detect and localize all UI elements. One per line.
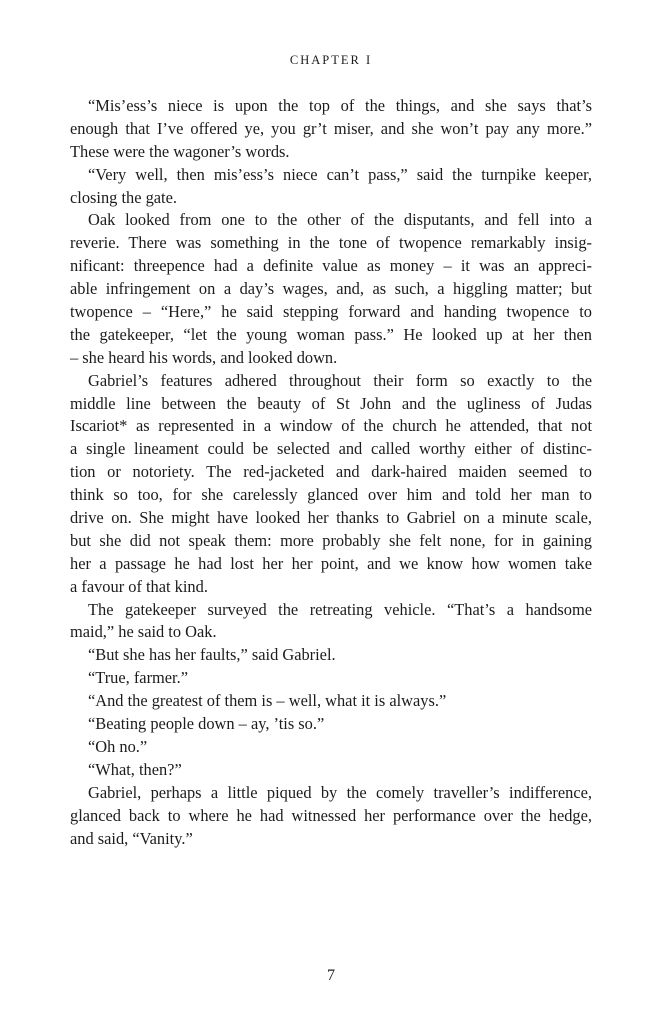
text-line: nificant: threepence had a definite value as money – it was an appreci- (70, 256, 592, 276)
text-line: think so too, for she carelessly glanced over him and told her man to (70, 485, 592, 505)
text-line: middle line between the beauty of St John and the ugliness of Judas (70, 393, 592, 413)
text-line: Oak looked from one to the other of the disputants, and fell into a (88, 210, 592, 230)
text-line: glanced back to where he had witnessed her performance over the hedge, (70, 805, 592, 825)
text-line: – she heard his words, and looked down. (70, 347, 338, 367)
text-line: “But she has her faults,” said Gabriel. (88, 645, 336, 665)
text-line: but she did not speak them: more probably she felt none, for in gaining (70, 530, 592, 550)
text-line: reverie. There was something in the tone of twopence remarkably insig- (70, 233, 592, 253)
text-line: drive on. She might have looked her thanks to Gabriel on a minute scale, (70, 508, 592, 528)
text-line: enough that I’ve offered ye, you gr’t miser, and she won’t pay any more.” (70, 118, 592, 138)
text-line: “What, then?” (88, 759, 182, 779)
text-line: “True, farmer.” (88, 668, 188, 688)
text-line: able infringement on a day’s wages, and, as such, a higgling matter; but (70, 279, 592, 299)
text-line: “Beating people down – ay, ’tis so.” (88, 714, 325, 734)
text-line: Gabriel, perhaps a little piqued by the comely traveller’s indifference, (88, 782, 592, 802)
text-line: twopence – “Here,” he said stepping forward and handing twopence to (70, 302, 592, 322)
text-line: “Very well, then mis’ess’s niece can’t pass,” said the turnpike keeper, (88, 164, 592, 184)
text-line: the gatekeeper, “let the young woman pass.” He looked up at her then (70, 324, 592, 344)
text-line: Iscariot* as represented in a window of the church he attended, that not (70, 416, 592, 436)
text-line: maid,” he said to Oak. (70, 622, 217, 642)
text-line: “Mis’ess’s niece is upon the top of the things, and she says that’s (88, 96, 592, 115)
text-line: tion or notoriety. The red-jacketed and dark-haired maiden seemed to (70, 462, 592, 482)
text-line: a favour of that kind. (70, 576, 208, 596)
text-line: a single lineament could be selected and called worthy either of distinc- (70, 439, 592, 459)
text-line: “Oh no.” (88, 736, 148, 756)
page-number: 7 (327, 967, 335, 984)
text-line: These were the wagoner’s words. (70, 141, 290, 161)
body-text (70, 95, 592, 850)
text-line: closing the gate. (70, 187, 177, 207)
running-head: CHAPTER I (289, 53, 373, 67)
text-line: Gabriel’s features adhered throughout their form so exactly to the (88, 370, 592, 390)
text-line: and said, “Vanity.” (70, 828, 193, 848)
text-line: The gatekeeper surveyed the retreating vehicle. “That’s a handsome (88, 599, 592, 619)
text-line: her a passage he had lost her her point, and we know how women take (70, 553, 592, 573)
text-line: “And the greatest of them is – well, what it is always.” (88, 691, 447, 711)
